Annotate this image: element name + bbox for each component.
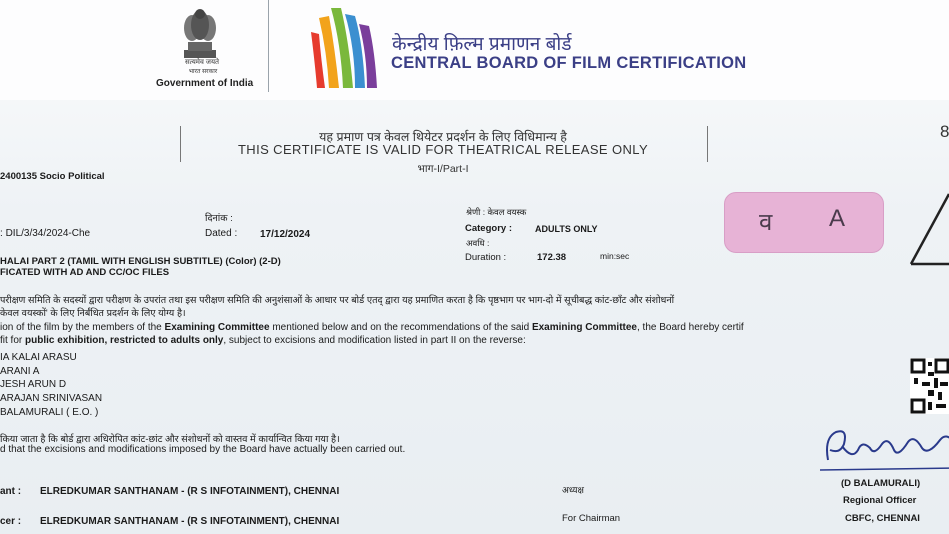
signatory-title: Regional Officer [843,495,917,506]
signatory-office: CBFC, CHENNAI [845,513,920,524]
warning-triangle-icon [905,190,949,270]
committee-member: JESH ARUN D [0,379,67,390]
certification-text-english-2: fit for public exhibition, restricted to adults only, subject to excisions and modification listed in part II on the reverse: [0,335,526,346]
certification-text-hindi-1: परीक्षण समिति के सदस्यों द्वारा परीक्षण के उपरांत तथा इस परीक्षण समिति की अनुशंसाओं के आधार पर बोर्ड एतद् द्वारा यह प्रमाणित करता है कि पृष्ठभाग पर भाग-दो में सूचीबद्ध कांट-छाँट और संशोधनों [0,295,675,306]
committee-member: BALAMURALI ( E.O. ) [0,407,99,418]
duration-unit: min:sec [600,251,630,261]
duration-label: Duration : [465,252,507,263]
file-number: : DIL/3/34/2024-Che [0,228,91,239]
category-label: Category : [465,223,512,234]
applicant-label: ant : [0,486,22,497]
validity-notice-hindi: यह प्रमाण पत्र केवल थियेटर प्रदर्शन के लिए विधिमान्य है [319,130,567,144]
for-chairman-label: For Chairman [562,513,621,524]
date-value: 17/12/2024 [260,229,311,240]
date-label: Dated : [205,228,238,239]
organisation-name-english: CENTRAL BOARD OF FILM CERTIFICATION [391,54,747,72]
badge-hindi-letter: व [759,209,773,236]
cbfc-logo-icon [305,4,380,90]
government-of-india-label: Government of India [156,78,254,89]
producer-value: ELREDKUMAR SANTHANAM - (R S INFOTAINMENT), CHENNAI [40,516,340,527]
badge-english-letter: A [829,205,846,232]
certificate-number-fragment: 8 [940,122,949,141]
certificate-part-label: भाग-I/Part-I [417,163,469,175]
date-label-hindi: दिनांक : [205,213,233,224]
chairman-label-hindi: अध्यक्ष [562,485,584,495]
producer-label: cer : [0,516,22,527]
duration-value: 172.38 [537,252,567,263]
film-id-line: 2400135 Socio Political [0,171,105,182]
committee-member: ARAJAN SRINIVASAN [0,393,103,404]
qr-code-icon [910,358,949,414]
national-emblem-icon [170,6,230,64]
certificate-category-badge [724,192,884,253]
signatory-name: (D BALAMURALI) [841,478,921,489]
validity-notice-english: THIS CERTIFICATE IS VALID FOR THEATRICAL RELEASE ONLY [237,142,649,157]
certification-text-hindi-2: केवल वयस्कों' के लिए निर्बंधित प्रदर्शन के लिए योग्य है। [0,308,186,319]
certification-text-english-1: ion of the film by the members of the Examining Committee mentioned below and on the recommendations of the said Examining Committee, the Board hereby certif [0,322,744,333]
category-label-hindi: श्रेणी : केवल वयस्क [466,207,527,217]
emblem-motto: सत्यमेव जयते [184,59,220,66]
category-value: ADULTS ONLY [535,224,598,234]
duration-label-hindi: अवधि : [466,238,490,248]
applicant-value: ELREDKUMAR SANTHANAM - (R S INFOTAINMENT), CHENNAI [40,486,340,497]
committee-member: IA KALAI ARASU [0,352,77,363]
government-hindi: भारत सरकार [188,69,218,75]
confirmation-text-english: d that the excisions and modifications imposed by the Board have actually been carried out. [0,444,406,455]
film-title-line-2: FICATED WITH AD AND CC/OC FILES [0,267,170,278]
film-title-line: HALAI PART 2 (TAMIL WITH ENGLISH SUBTITLE) (Color) (2-D) [0,256,281,267]
organisation-name-hindi: केन्द्रीय फ़िल्म प्रमाणन बोर्ड [392,34,572,55]
officer-signature-icon [818,420,949,475]
header-divider [268,0,269,92]
committee-member: ARANI A [0,366,40,377]
confirmation-text-hindi: किया जाता है कि बोर्ड द्वारा अधिरोपित कांट-छांट और संशोधनों को वास्तव में कार्यान्वित किया गया है। [0,434,340,445]
